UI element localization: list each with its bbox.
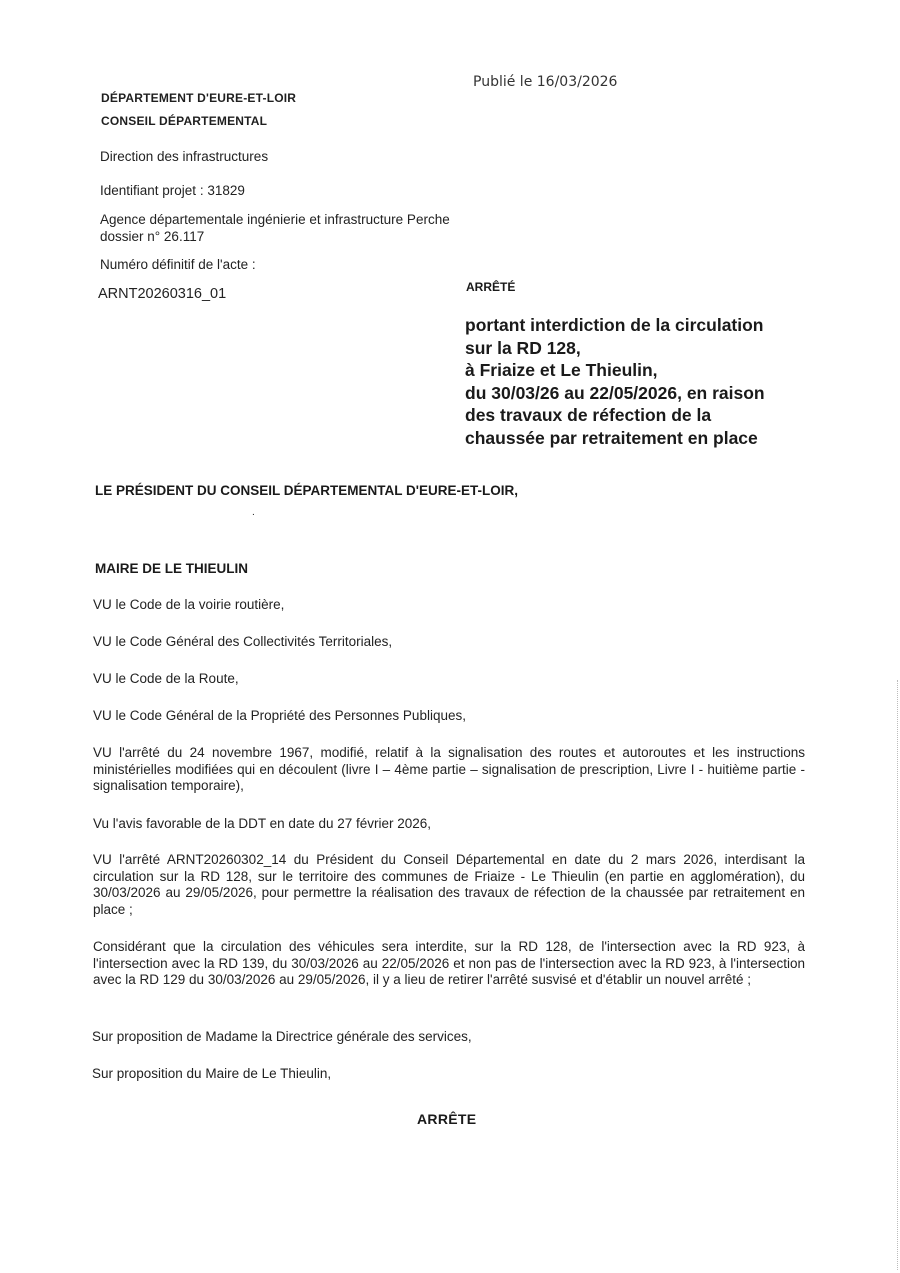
act-number-label: Numéro définitif de l'acte : <box>100 257 256 272</box>
council-name: CONSEIL DÉPARTEMENTAL <box>101 114 268 128</box>
project-id: Identifiant projet : 31829 <box>100 183 245 198</box>
vu-avis-ddt: Vu l'avis favorable de la DDT en date du 27 février 2026, <box>93 816 432 831</box>
agency: Agence départementale ingénierie et infrastructure Perche <box>100 212 450 227</box>
stray-dot: . <box>252 507 255 518</box>
president-heading: LE PRÉSIDENT DU CONSEIL DÉPARTEMENTAL D'EURE-ET-LOIR, <box>95 483 518 498</box>
direction: Direction des infrastructures <box>100 149 269 164</box>
vu-arrete-2026: VU l'arrêté ARNT20260302_14 du Président du Conseil Départemental en date du 2 mars 2026, interdisant la circulation sur la RD 128, sur le territoire des communes de Friaize - Le Thieulin (en partie en agglomération), du 30/03/2026 au 29/05/2026, pour permettre la réalisation des travaux de réfection de la chaussée par retraitement en place ; <box>93 852 805 917</box>
maire-heading: MAIRE DE LE THIEULIN <box>95 561 249 576</box>
vu-cgppp: VU le Code Général de la Propriété des Personnes Publiques, <box>93 708 466 723</box>
department-name: DÉPARTEMENT D'EURE-ET-LOIR <box>101 91 297 105</box>
title-line: portant interdiction de la circulation <box>465 315 764 335</box>
vu-arrete-1967: VU l'arrêté du 24 novembre 1967, modifié, relatif à la signalisation des routes et autoroutes et les instructions ministérielles modifiées qui en découlent (livre I – 4ème partie – signalisation de prescription, Livre I - huitième partie - signalisation temporaire), <box>93 745 805 793</box>
considerant: Considérant que la circulation des véhicules sera interdite, sur la RD 128, de l'intersection avec la RD 923, à l'intersection avec la RD 139, du 30/03/2026 au 22/05/2026 et non pas de l'intersection avec la RD 923, à l'intersection avec la RD 129 du 30/03/2026 au 29/05/2026, il y a lieu de retirer l'arrêté susvisé et d'établir un nouvel arrêté ; <box>93 939 805 987</box>
vu-voirie: VU le Code de la voirie routière, <box>93 597 285 612</box>
arrete-label: ARRÊTÉ <box>466 280 516 294</box>
title-line: des travaux de réfection de la <box>465 405 712 425</box>
act-number: ARNT20260316_01 <box>98 286 227 302</box>
vu-code-route: VU le Code de la Route, <box>93 671 239 686</box>
arrete-heading: ARRÊTE <box>417 1111 477 1127</box>
vu-cgct: VU le Code Général des Collectivités Territoriales, <box>93 634 393 649</box>
publication-date: Publié le 16/03/2026 <box>473 74 618 90</box>
arrete-title <box>465 314 810 449</box>
title-line: du 30/03/26 au 22/05/2026, en raison <box>465 382 765 403</box>
scan-edge <box>897 680 899 1270</box>
dossier-number: dossier n° 26.117 <box>100 229 205 244</box>
title-line: à Friaize et Le Thieulin, <box>465 360 658 380</box>
proposition-maire: Sur proposition du Maire de Le Thieulin, <box>92 1066 332 1081</box>
title-line: chaussée par retraitement en place <box>465 427 758 448</box>
title-line: sur la RD 128, <box>465 337 581 358</box>
proposition-directrice: Sur proposition de Madame la Directrice générale des services, <box>92 1029 472 1044</box>
